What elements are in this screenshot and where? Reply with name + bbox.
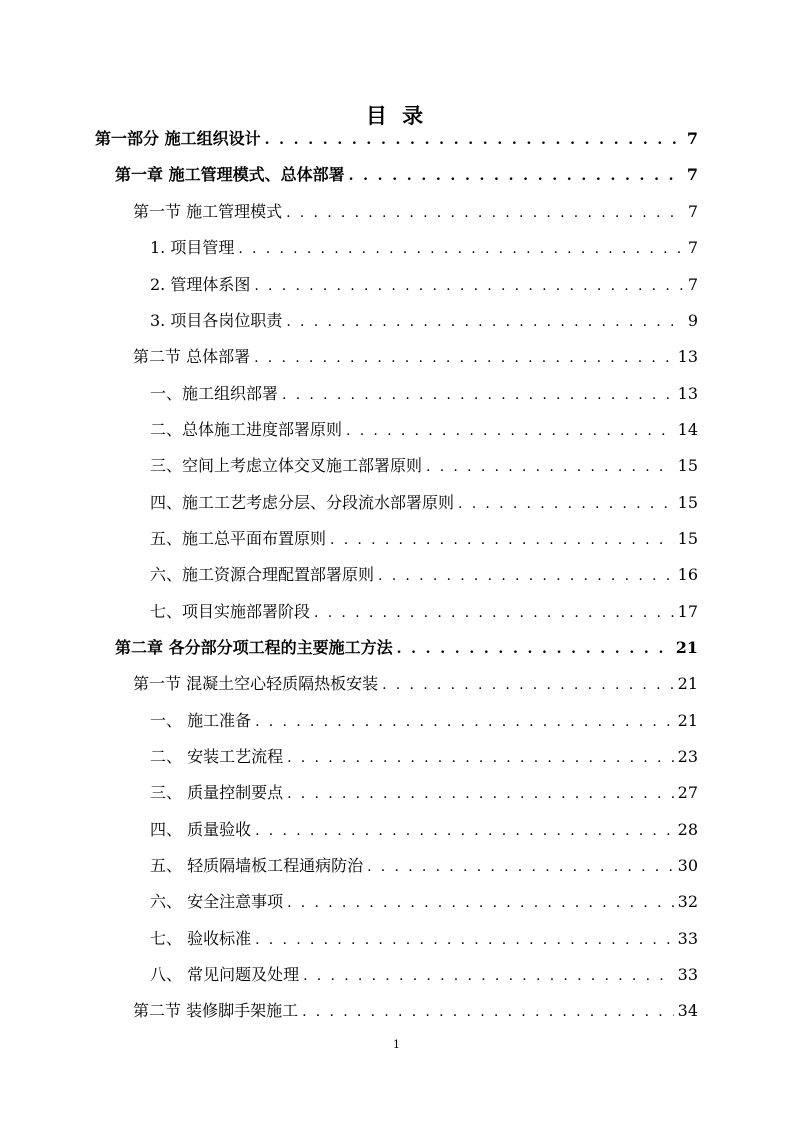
toc-entry[interactable]: [95, 127, 698, 151]
dot-leader: [254, 274, 683, 298]
toc-entry[interactable]: [150, 745, 698, 769]
toc-entry-label: 五、施工总平面布置原则: [150, 529, 327, 548]
toc-entry-page: 7: [686, 129, 698, 148]
toc-entry-page: 34: [677, 1001, 698, 1020]
toc-entry-label: 第一节 施工管理模式: [133, 202, 283, 221]
toc-entry[interactable]: [133, 999, 698, 1023]
toc-entry-page: 21: [675, 638, 698, 657]
toc-entry[interactable]: [150, 781, 698, 805]
toc-entry-page: 15: [677, 529, 698, 548]
toc-entry[interactable]: [150, 236, 698, 260]
toc-entry-page: 7: [687, 275, 698, 294]
toc-entry-label: 三、 质量控制要点: [150, 783, 284, 802]
toc-entry[interactable]: [150, 454, 698, 478]
toc-entry-label: 六、施工资源合理配置部署原则: [150, 565, 375, 584]
dot-leader: [397, 637, 672, 661]
dot-leader: [426, 455, 674, 479]
toc-entry[interactable]: [150, 491, 698, 515]
toc-entry-page: 13: [677, 384, 698, 403]
toc-entry-page: 14: [677, 420, 698, 439]
dot-leader: [254, 346, 674, 370]
toc-entry-page: 23: [677, 747, 698, 766]
toc-entry[interactable]: [133, 672, 698, 696]
dot-leader: [255, 928, 674, 952]
toc-entry-label: 四、施工工艺考虑分层、分段流水部署原则: [150, 493, 455, 512]
toc-entry-page: 21: [677, 711, 698, 730]
dot-leader: [367, 855, 674, 879]
dot-leader: [349, 164, 683, 188]
toc-entry-label: 一、施工组织部署: [150, 384, 279, 403]
toc-entry[interactable]: [150, 709, 698, 733]
dot-leader: [286, 310, 683, 334]
toc-entry-page: 33: [677, 965, 698, 984]
toc-entry-page: 15: [677, 493, 698, 512]
toc-entry[interactable]: [150, 273, 698, 297]
toc-entry[interactable]: [150, 854, 698, 878]
toc-entry-label: 一、 施工准备: [150, 711, 252, 730]
dot-leader: [382, 673, 674, 697]
toc-entry-page: 21: [677, 674, 698, 693]
dot-leader: [255, 710, 674, 734]
dot-leader: [458, 492, 674, 516]
toc-entry-page: 17: [677, 602, 698, 621]
toc-entry-page: 30: [677, 856, 698, 875]
toc-entry[interactable]: [150, 818, 698, 842]
toc-entry[interactable]: [150, 382, 698, 406]
toc-entry-page: 15: [677, 456, 698, 475]
dot-leader: [303, 964, 674, 988]
dot-leader: [302, 1000, 674, 1024]
toc-entry-page: 13: [677, 347, 698, 366]
toc-entry-page: 16: [677, 565, 698, 584]
toc-entry-label: 3. 项目各岗位职责: [150, 311, 283, 330]
toc-entry-label: 第二节 总体部署: [133, 347, 251, 366]
dot-leader: [330, 528, 674, 552]
toc-entry-page: 9: [687, 311, 698, 330]
toc-entry-page: 32: [677, 892, 698, 911]
toc-entry-page: 27: [677, 783, 698, 802]
toc-entry[interactable]: [150, 418, 698, 442]
toc-entry-page: 28: [677, 820, 698, 839]
toc-entry-page: 33: [677, 929, 698, 948]
page-number: 1: [393, 1038, 400, 1051]
toc-entry-label: 第二节 装修脚手架施工: [133, 1001, 299, 1020]
toc-entry-label: 第一章 施工管理模式、总体部署: [115, 165, 345, 184]
toc-entry[interactable]: [115, 636, 698, 660]
dot-leader: [378, 564, 674, 588]
toc-entry-page: 7: [687, 202, 698, 221]
dot-leader: [287, 891, 674, 915]
toc-entry-label: 六、 安全注意事项: [150, 892, 284, 911]
toc-entry-page: 7: [687, 238, 698, 257]
dot-leader: [346, 419, 674, 443]
toc-entry[interactable]: [150, 927, 698, 951]
dot-leader: [238, 237, 683, 261]
toc-entry-page: 7: [686, 165, 698, 184]
dot-leader: [287, 746, 674, 770]
dot-leader: [286, 201, 684, 225]
toc-entry[interactable]: [150, 563, 698, 587]
toc-entry-label: 2. 管理体系图: [150, 275, 251, 294]
dot-leader: [282, 383, 674, 407]
toc-entry-label: 二、总体施工进度部署原则: [150, 420, 343, 439]
toc-entry[interactable]: [150, 890, 698, 914]
toc-entry[interactable]: [150, 963, 698, 987]
dot-leader: [314, 601, 674, 625]
toc-entry[interactable]: [150, 527, 698, 551]
toc-entry-label: 七、项目实施部署阶段: [150, 602, 311, 621]
dot-leader: [287, 782, 674, 806]
toc-entry-label: 四、 质量验收: [150, 820, 252, 839]
dot-leader: [255, 819, 674, 843]
toc-entry-label: 五、 轻质隔墙板工程通病防治: [150, 856, 364, 875]
toc-entry-label: 1. 项目管理: [150, 238, 235, 257]
toc-entry-label: 第一节 混凝土空心轻质隔热板安装: [133, 674, 379, 693]
toc-entry-label: 八、 常见问题及处理: [150, 965, 300, 984]
toc-entry[interactable]: [133, 200, 698, 224]
toc-entry-label: 第二章 各分部分项工程的主要施工方法: [115, 638, 393, 657]
toc-entry-label: 三、空间上考虑立体交叉施工部署原则: [150, 456, 423, 475]
toc-entry-label: 七、 验收标准: [150, 929, 252, 948]
dot-leader: [265, 128, 683, 152]
toc-entry[interactable]: [150, 600, 698, 624]
toc-entry-label: 二、 安装工艺流程: [150, 747, 284, 766]
toc-entry[interactable]: [115, 163, 698, 187]
toc-entry-label: 第一部分 施工组织设计: [95, 129, 261, 148]
toc-entry[interactable]: [150, 309, 698, 333]
toc-entry[interactable]: [133, 345, 698, 369]
toc-title: 目 录: [365, 103, 428, 128]
